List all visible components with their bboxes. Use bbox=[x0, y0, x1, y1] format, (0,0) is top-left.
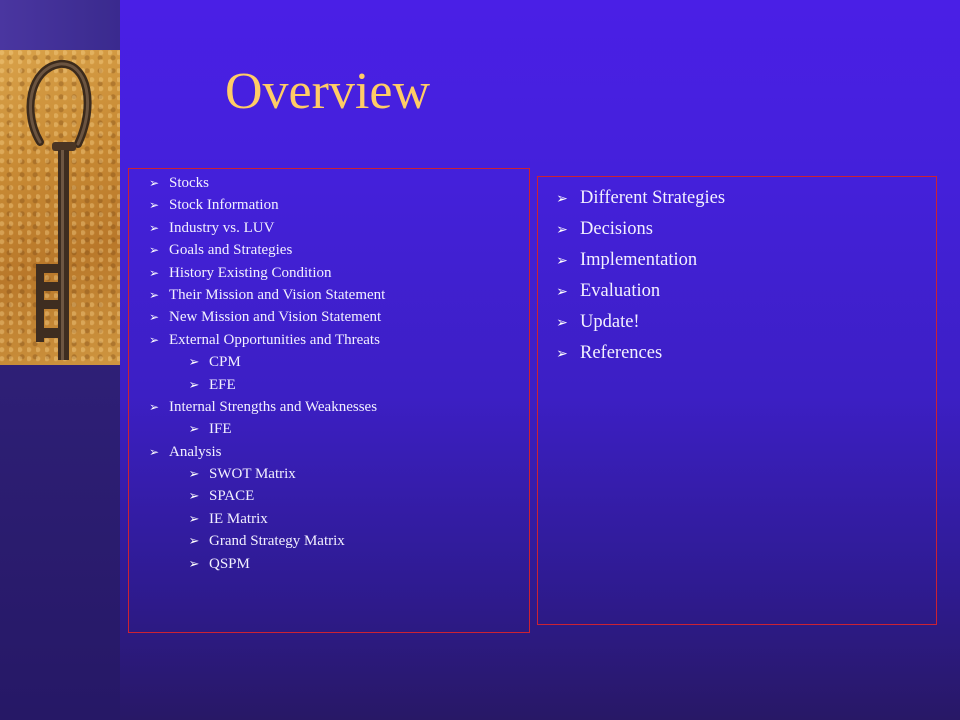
arrowhead-bullet-icon: ➢ bbox=[556, 254, 568, 269]
list-item bbox=[137, 441, 385, 463]
arrowhead-bullet-icon: ➢ bbox=[188, 354, 200, 370]
slide-title: Overview bbox=[225, 63, 431, 120]
list-item-text: Different Strategies bbox=[580, 188, 726, 208]
arrowhead-bullet-icon: ➢ bbox=[188, 488, 200, 504]
list-item-text: Evaluation bbox=[580, 281, 661, 301]
arrowhead-bullet-icon: ➢ bbox=[148, 265, 160, 280]
list-item-text: Industry vs. LUV bbox=[169, 219, 275, 236]
arrowhead-bullet-icon: ➢ bbox=[188, 376, 200, 392]
arrowhead-bullet-icon: ➢ bbox=[556, 316, 568, 331]
list-item bbox=[137, 396, 385, 418]
arrowhead-bullet-icon: ➢ bbox=[188, 466, 200, 482]
arrowhead-bullet-icon: ➢ bbox=[148, 399, 160, 414]
list-item bbox=[544, 338, 725, 369]
arrowhead-bullet-icon: ➢ bbox=[148, 243, 160, 258]
list-item bbox=[137, 239, 385, 261]
list-item-text: SWOT Matrix bbox=[209, 466, 296, 483]
arrowhead-bullet-icon: ➢ bbox=[148, 310, 160, 325]
list-item bbox=[137, 329, 385, 351]
list-item-text: History Existing Condition bbox=[169, 264, 332, 281]
arrowhead-bullet-icon: ➢ bbox=[148, 444, 160, 459]
right-bullet-list bbox=[544, 183, 725, 369]
list-item bbox=[137, 530, 385, 552]
list-item-text: SPACE bbox=[209, 488, 255, 505]
list-item bbox=[137, 351, 385, 373]
list-item bbox=[137, 553, 385, 575]
list-item-text: External Opportunities and Threats bbox=[169, 331, 380, 348]
list-item-text: References bbox=[580, 343, 663, 363]
right-content-box bbox=[537, 176, 937, 625]
list-item bbox=[544, 276, 725, 307]
list-item bbox=[137, 508, 385, 530]
arrowhead-bullet-icon: ➢ bbox=[188, 421, 200, 437]
arrowhead-bullet-icon: ➢ bbox=[556, 347, 568, 362]
list-item-text: Update! bbox=[580, 312, 640, 332]
list-item-text: IE Matrix bbox=[209, 510, 268, 527]
arrowhead-bullet-icon: ➢ bbox=[148, 176, 160, 190]
list-item-text: Stocks bbox=[169, 175, 210, 191]
list-item bbox=[137, 374, 385, 396]
list-item-text: Their Mission and Vision Statement bbox=[169, 286, 386, 303]
left-bullet-list bbox=[137, 172, 385, 575]
list-item bbox=[137, 194, 385, 216]
list-item-text: Grand Strategy Matrix bbox=[209, 533, 345, 550]
side-strip-top bbox=[0, 0, 120, 50]
arrowhead-bullet-icon: ➢ bbox=[188, 533, 200, 549]
arrowhead-bullet-icon: ➢ bbox=[148, 220, 160, 235]
list-item bbox=[137, 306, 385, 328]
list-item bbox=[137, 284, 385, 306]
list-item-text: Stock Information bbox=[169, 197, 279, 214]
list-item bbox=[137, 217, 385, 239]
list-item-text: Analysis bbox=[169, 443, 222, 460]
arrowhead-bullet-icon: ➢ bbox=[148, 198, 160, 213]
list-item bbox=[137, 262, 385, 284]
list-item-text: CPM bbox=[209, 354, 241, 371]
antique-key-image bbox=[0, 50, 120, 365]
list-item bbox=[137, 463, 385, 485]
list-item-text: Goals and Strategies bbox=[169, 242, 293, 259]
list-item-text: Decisions bbox=[580, 219, 653, 239]
list-item bbox=[544, 307, 725, 338]
list-item bbox=[544, 214, 725, 245]
arrowhead-bullet-icon: ➢ bbox=[556, 192, 568, 207]
list-item-text: Internal Strengths and Weaknesses bbox=[169, 398, 378, 415]
arrowhead-bullet-icon: ➢ bbox=[556, 223, 568, 238]
list-item-text: EFE bbox=[209, 376, 236, 393]
list-item bbox=[137, 172, 385, 194]
list-item bbox=[544, 183, 725, 214]
arrowhead-bullet-icon: ➢ bbox=[148, 332, 160, 347]
list-item-text: New Mission and Vision Statement bbox=[169, 309, 382, 326]
list-item-text: Implementation bbox=[580, 250, 698, 270]
list-item bbox=[544, 245, 725, 276]
arrowhead-bullet-icon: ➢ bbox=[148, 287, 160, 302]
side-strip bbox=[0, 0, 120, 720]
key-icon bbox=[0, 50, 120, 365]
left-content-box bbox=[128, 168, 530, 633]
list-item bbox=[137, 485, 385, 507]
list-item-text: QSPM bbox=[209, 555, 250, 572]
arrowhead-bullet-icon: ➢ bbox=[556, 285, 568, 300]
list-item bbox=[137, 418, 385, 440]
arrowhead-bullet-icon: ➢ bbox=[188, 555, 200, 571]
arrowhead-bullet-icon: ➢ bbox=[188, 510, 200, 526]
list-item-text: IFE bbox=[209, 421, 232, 438]
